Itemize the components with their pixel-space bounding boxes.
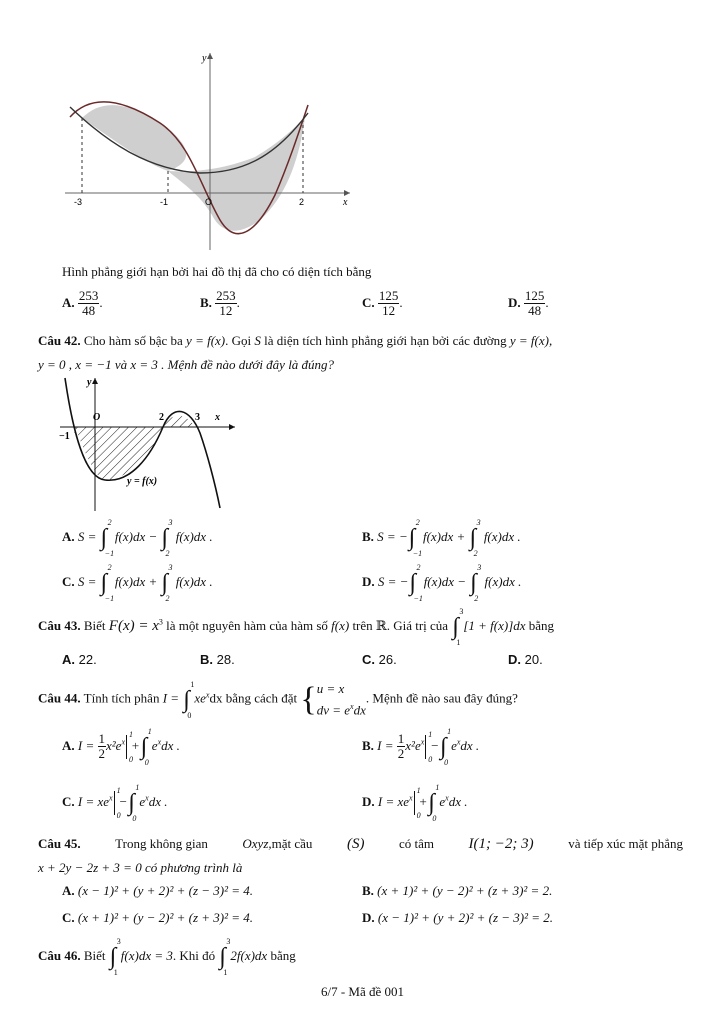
- q45-option-b[interactable]: B. (x + 1)² + (y − 2)² + (z + 3)² = 2.: [362, 883, 553, 898]
- graph2-tick-3: 3: [195, 412, 200, 423]
- graph1-y-label: y: [202, 53, 207, 64]
- graph1-x-label: x: [343, 197, 348, 208]
- q44-option-a[interactable]: A. I = $\frac{1}{2}$ $x^2e^x$ 1 0 + ∫ 1 0 $e^xdx$ .: [62, 726, 180, 767]
- q45-option-a[interactable]: A. (x − 1)² + (y + 2)² + (z − 3)² = 4.: [62, 883, 254, 898]
- shaded-region-left: [82, 105, 186, 171]
- graph2-x-label: x: [215, 412, 220, 423]
- graph2-curve-label: y = f(x): [127, 476, 158, 487]
- q45-line1: Câu 45. Trong không gian Oxyz,mặt cầu (S) có tâm I(1; −2; 3) và tiếp xúc mặt phẳng: [38, 836, 683, 852]
- q41-option-d[interactable]: D. $\frac{125}{48}$ .: [508, 288, 549, 319]
- q43-option-d[interactable]: D. 20.: [508, 652, 543, 667]
- q43-statement: Câu 43. Biết $F(x) = x^3$ là một nguyên hàm của hàm số f(x) trên ℝ. Giá trị của ∫ 3 1 [1 + f(x)]dx bằng: [38, 607, 555, 647]
- q46-statement: Câu 46. Biết ∫ 3 1 f(x)dx = 3. Khi đó ∫ 3 1 2f(x)dx bằng: [38, 937, 296, 977]
- q41-option-a[interactable]: A. $\frac{253}{48}$ .: [62, 288, 103, 319]
- graph2-y-label: y: [87, 377, 92, 388]
- q45-line2: x + 2y − 2z + 3 = 0 có phương trình là: [38, 860, 243, 875]
- graph1-origin: O: [205, 197, 213, 207]
- shaded-region-right: [168, 117, 305, 231]
- q43-option-b[interactable]: B. 28.: [200, 652, 235, 667]
- q43-option-a[interactable]: A. 22.: [62, 652, 97, 667]
- graph-two-curves: [60, 45, 360, 255]
- graph-cubic: [55, 373, 240, 513]
- page-footer: 6/7 - Mã đề 001: [320, 984, 405, 999]
- graph2-tick-minus1: −1: [59, 431, 70, 442]
- q43-option-c[interactable]: C. 26.: [362, 652, 397, 667]
- q42-option-d[interactable]: D. S = − ∫ 2 −1 f(x)dx − ∫ 3 2 f(x)dx .: [362, 563, 522, 603]
- q41-option-b[interactable]: B. $\frac{253}{12}$ .: [200, 288, 240, 319]
- q44-option-b[interactable]: B. I = $\frac{1}{2}$ $x^2e^x$ 1 0 − ∫ 1 0 $e^xdx$ .: [362, 726, 480, 767]
- q44-option-c[interactable]: C. $I = xe^x$ 1 0 − ∫ 1 0 $e^xdx$ .: [62, 783, 168, 823]
- q42-option-b[interactable]: B. S = − ∫ 2 −1 f(x)dx + ∫ 3 2 f(x)dx .: [362, 518, 521, 558]
- q42-line1: Câu 42. Cho hàm số bậc ba y = f(x). Gọi S là diện tích hình phẳng giới hạn bởi các đường y = f(x),: [38, 333, 553, 348]
- graph2-origin: O: [93, 412, 101, 423]
- graph1-tick-minus3: -3: [74, 197, 83, 207]
- q42-line2: y = 0 , x = −1 và x = 3 . Mệnh đề nào dưới đây là đúng?: [38, 357, 335, 372]
- graph1-tick-minus1: -1: [160, 197, 169, 207]
- q44-option-d[interactable]: D. $I = xe^x$ 1 0 + ∫ 1 0 $e^xdx$ .: [362, 783, 468, 823]
- q41-statement: Hình phẳng giới hạn bởi hai đồ thị đã cho có diện tích bằng: [62, 264, 372, 279]
- q45-option-d[interactable]: D. (x − 1)² + (y + 2)² + (z − 3)² = 2.: [362, 910, 554, 925]
- q44-statement: Câu 44. Tính tích phân I = ∫ 1 0 $xe^xdx$ bằng cách đặt {u = x dv = $e^xdx$. Mệnh đề nào sau đây đúng?: [38, 679, 518, 720]
- q42-option-c[interactable]: C. S = ∫ 2 −1 f(x)dx + ∫ 3 2 f(x)dx .: [62, 563, 213, 603]
- q45-option-c[interactable]: C. (x + 1)² + (y − 2)² + (z + 3)² = 4.: [62, 910, 254, 925]
- q41-option-c[interactable]: C. $\frac{125}{12}$ .: [362, 288, 403, 319]
- graph1-tick-2: 2: [299, 197, 305, 207]
- q42-option-a[interactable]: A. S = ∫ 2 −1 f(x)dx − ∫ 3 2 f(x)dx .: [62, 518, 213, 558]
- graph2-tick-2: 2: [159, 412, 164, 423]
